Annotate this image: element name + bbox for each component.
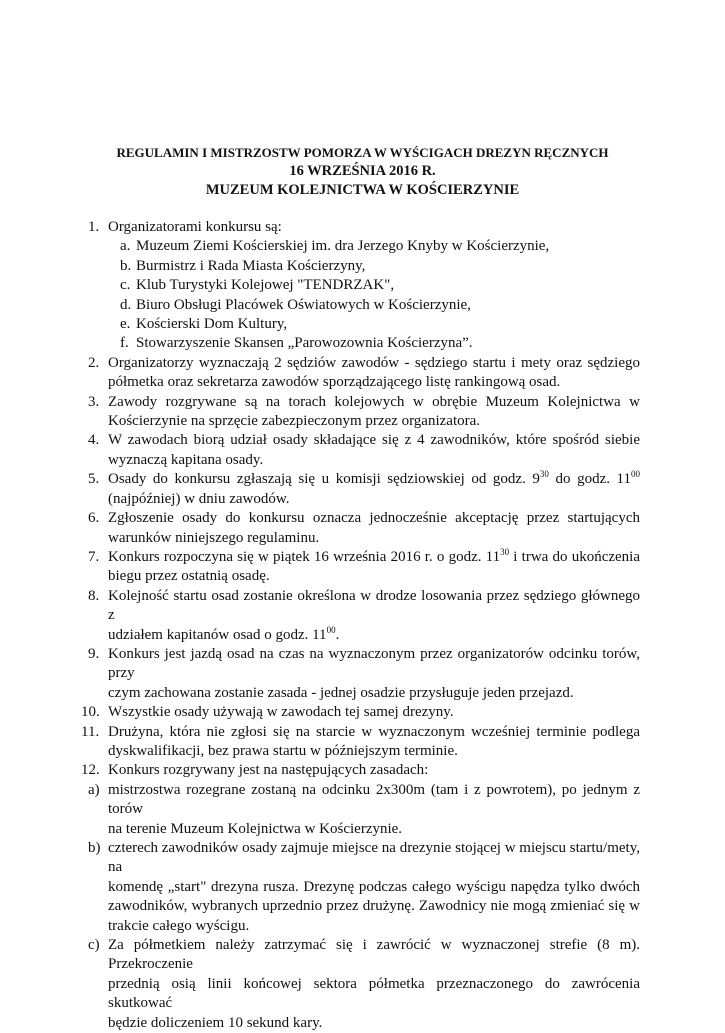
rule-5	[88, 470, 640, 509]
rule-number: 8.	[88, 587, 100, 604]
rule-text-part: Konkurs rozpoczyna się w piątek 16 września 2016 r. o godz. 11	[108, 548, 501, 565]
rule-10	[81, 703, 640, 722]
title-line-1: REGULAMIN I MISTRZOSTW POMORZA W WYŚCIGACH DREZYN RĘCZNYCH	[116, 145, 609, 160]
organizer-item	[88, 257, 640, 276]
sub-rule-marker: c)	[88, 937, 100, 954]
organizer-name: Stowarzyszenie Skansen „Parowozownia Kościerzyna”.	[136, 335, 473, 352]
rule-text: Zgłoszenie osady do konkursu oznacza jednocześnie akceptację przez startujących	[108, 510, 640, 527]
rule-2	[88, 354, 640, 393]
rule-6	[88, 509, 640, 548]
rule-text: dyskwalifikacji, bez prawa startu w późniejszym terminie.	[108, 742, 458, 759]
rule-number: 10.	[81, 704, 100, 721]
rule-number: 12.	[81, 762, 100, 779]
rule-text: komendę „start" drezyna rusza. Drezynę podczas całego wyścigu napędza tylko dwóch	[108, 878, 640, 895]
rule-text: W zawodach biorą udział osady składające się z 4 zawodników, które spośród siebie	[108, 432, 640, 449]
organizer-marker: d.	[120, 296, 132, 313]
rule-text-part: Osady do konkursu zgłaszają się u komisji sędziowskiej od godz. 9	[108, 471, 540, 488]
organizer-marker: f.	[120, 335, 129, 352]
rule-12	[81, 761, 640, 780]
rule-11	[81, 723, 640, 762]
time-superscript: 30	[539, 469, 549, 480]
rule-text: Konkurs jest jazdą osad na czas na wyznaczonym przez organizatorów odcinku torów, przy	[108, 645, 640, 682]
rule-text: Zawody rozgrywane są na torach kolejowych w obrębie Muzeum Kolejnictwa w	[108, 393, 640, 410]
rule-text: mistrzostwa rozegrane zostaną na odcinku 2x300m (tam i z powrotem), po jednym z torów	[108, 781, 640, 818]
rule-3	[88, 393, 640, 432]
rule-number: 7.	[88, 548, 100, 565]
rule-number: 5.	[88, 471, 100, 488]
organizer-item	[88, 237, 640, 256]
organizer-item	[88, 334, 640, 353]
rule-text: Za półmetkiem należy zatrzymać się i zawrócić w wyznaczonej strefie (8 m). Przekroczenie	[108, 937, 640, 973]
rule-text: czym zachowana zostanie zasada - jednej osadzie przysługuje jeden przejazd.	[108, 684, 574, 701]
rule-text: zawodników, wybranych uprzednio przez drużynę. Zawodnicy nie mogą zmieniać się w	[108, 898, 640, 915]
rules-list	[81, 218, 640, 1033]
rule-text: Konkurs rozgrywany jest na następujących zasadach:	[108, 762, 429, 779]
rule-text: wyznaczą kapitana osady.	[108, 451, 264, 468]
organizer-name: Klub Turystyki Kolejowej "TENDRZAK",	[136, 277, 395, 294]
organizer-name: Kościerski Dom Kultury,	[136, 316, 288, 333]
organizer-marker: c.	[120, 277, 131, 294]
rule-number: 1.	[88, 219, 100, 235]
rule-text: Kościerzynie na sprzęcie zabezpieczonym przez organizatora.	[108, 413, 481, 430]
organizer-name: Biuro Obsługi Placówek Oświatowych w Kościerzynie,	[136, 296, 471, 313]
rule-number: 9.	[88, 645, 100, 662]
organizer-name: Burmistrz i Rada Miasta Kościerzyny,	[136, 257, 366, 274]
rule-text: trakcie całego wyścigu.	[108, 917, 250, 934]
rule-12-c	[88, 936, 640, 1033]
title-line-2: 16 WRZEŚNIA 2016 R.	[289, 163, 436, 179]
rule-text: Organizatorami konkursu są:	[108, 219, 282, 235]
organizer-name: Muzeum Ziemi Kościerskiej im. dra Jerzego Knyby w Kościerzynie,	[136, 238, 550, 255]
rule-text: Wszystkie osady używają w zawodach tej samej drezyny.	[108, 704, 454, 721]
rule-7	[88, 548, 640, 587]
rule-number: 2.	[88, 354, 100, 371]
rule-text	[108, 548, 640, 567]
document-title	[0, 143, 725, 200]
rule-4	[88, 431, 640, 470]
rule-text: będzie doliczeniem 10 sekund kary.	[108, 1014, 323, 1031]
organizer-marker: e.	[120, 316, 131, 333]
organizer-item	[88, 296, 640, 315]
organizer-list	[88, 237, 640, 353]
organizer-item	[88, 315, 640, 334]
time-superscript: 00	[326, 624, 336, 635]
rule-text: warunków niniejszego regulaminu.	[108, 529, 320, 546]
sub-rule-marker: b)	[88, 840, 101, 856]
rule-text-part: udziałem kapitanów osad o godz. 11	[108, 626, 327, 643]
rule-text	[108, 470, 640, 489]
rule-text: Kolejność startu osad zostanie określona w drodze losowania przez sędziego głównego z	[108, 587, 640, 624]
rule-text: Drużyna, która nie zgłosi się na starcie w wyznaczonym wcześniej terminie podlega	[108, 723, 640, 740]
rule-text: przednią osią linii końcowej sektora półmetka przeznaczonego do zawrócenia skutkować	[108, 975, 640, 1012]
sub-rule-marker: a)	[88, 781, 100, 798]
rule-8	[88, 587, 640, 645]
organizer-marker: a.	[120, 238, 131, 255]
rule-text: czterech zawodników osady zajmuje miejsce na drezynie stojącej w miejscu startu/mety, na	[108, 840, 640, 876]
rule-text: półmetka oraz sekretarza zawodów sporządzającego listę rankingową osad.	[108, 374, 561, 391]
rule-text: Organizatorzy wyznaczają 2 sędziów zawodów - sędziego startu i mety oraz sędziego	[108, 354, 640, 371]
rule-text-part: i trwa do ukończenia	[509, 548, 640, 565]
rule-12-b	[88, 839, 640, 936]
rule-text: (najpóźniej) w dniu zawodów.	[108, 490, 290, 507]
rule-number: 6.	[88, 510, 100, 527]
rule-number: 11.	[81, 723, 100, 740]
rule-text	[108, 626, 640, 645]
time-superscript: 00	[631, 469, 640, 480]
rule-text-part: .	[335, 626, 340, 643]
time-superscript: 30	[500, 546, 510, 557]
rule-1	[88, 218, 640, 237]
rule-9	[88, 645, 640, 703]
rule-text: biegu przez ostatnią osadę.	[108, 568, 270, 585]
title-line-3: MUZEUM KOLEJNICTWA W KOŚCIERZYNIE	[205, 182, 520, 198]
organizer-item	[88, 276, 640, 295]
rule-12-a	[88, 781, 640, 839]
rule-text: na terenie Muzeum Kolejnictwa w Kościerzynie.	[108, 820, 403, 837]
rule-number: 3.	[88, 393, 100, 410]
rule-number: 4.	[88, 432, 100, 449]
rule-text-part: do godz. 11	[548, 471, 631, 488]
organizer-marker: b.	[120, 257, 132, 274]
